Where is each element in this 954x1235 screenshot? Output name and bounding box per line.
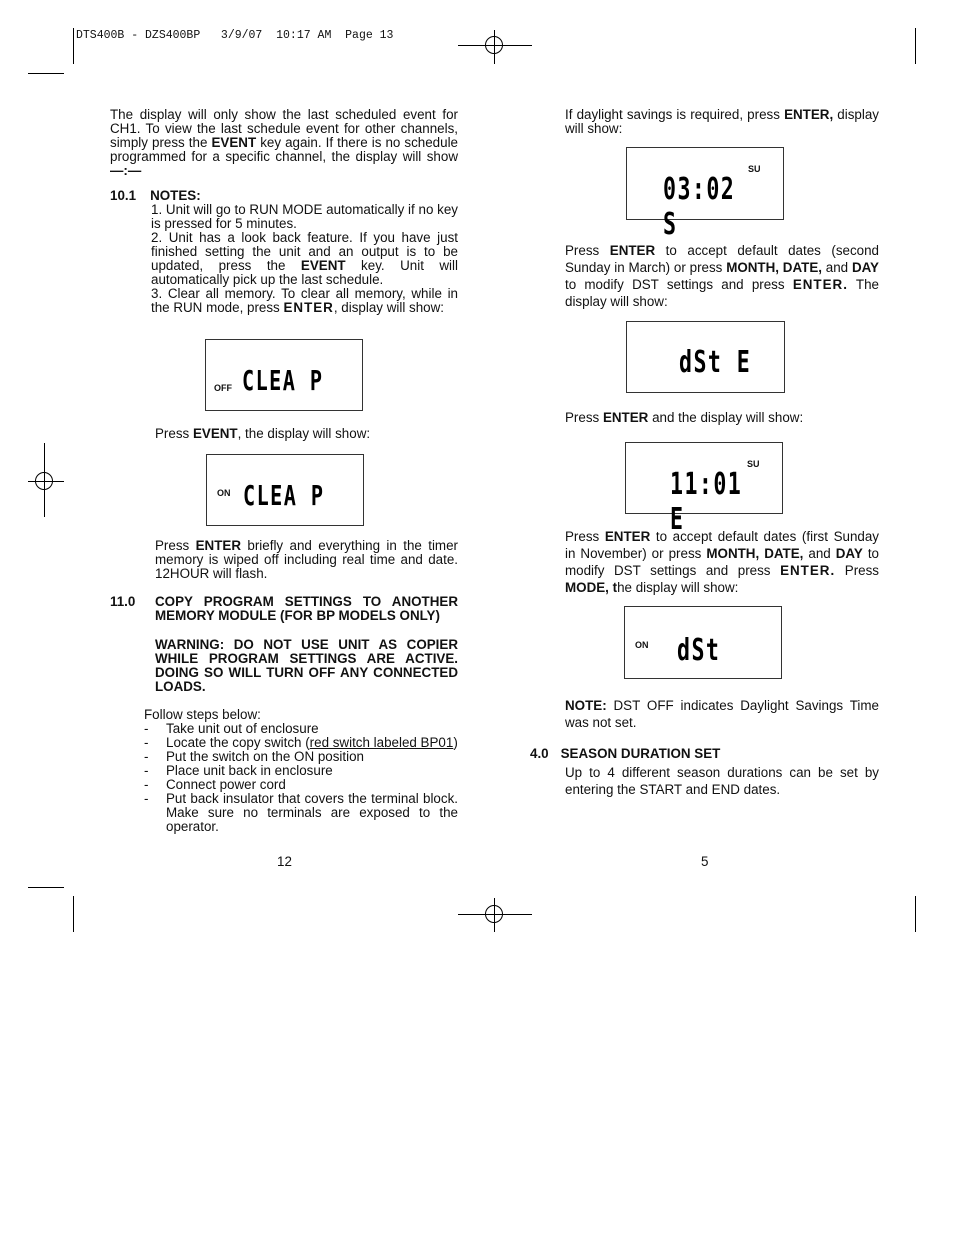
lcd-indicator-off: OFF — [214, 383, 232, 393]
crop-mark — [73, 896, 74, 932]
list-item: - Place unit back in enclosure — [144, 763, 333, 778]
note-1: 1. Unit will go to RUN MODE automatically if no key is pressed for 5 minutes. — [151, 202, 458, 231]
list-item: - Take unit out of enclosure — [144, 721, 319, 736]
crop-mark — [28, 887, 64, 888]
dst-intro: If daylight savings is required, press ENTER, display will show: — [565, 107, 879, 136]
season-text: Up to 4 different season durations can be set by entering the START and END dates. — [565, 765, 879, 797]
lcd-digits: CLEA P — [243, 479, 325, 512]
season-heading: 4.0 SEASON DURATION SET — [530, 746, 721, 761]
dst-accept-text: Press ENTER to accept default dates (second Sunday in March) or press MONTH, DATE, and DAY to modify DST settings and press ENTER. The display will show: — [565, 243, 880, 309]
lcd-digits: dSt — [677, 633, 721, 668]
registration-circle — [485, 36, 503, 54]
lcd-display-clear-off — [205, 339, 363, 411]
crop-mark — [73, 28, 74, 64]
lcd-digits: dSt E — [679, 345, 752, 380]
page-number-left: 12 — [277, 854, 292, 869]
crop-mark — [915, 28, 916, 64]
lcd-indicator-on: ON — [217, 488, 231, 498]
list-item: - Locate the copy switch (red switch labeled BP01) — [144, 735, 458, 750]
note-3: 3. Clear all memory. To clear all memory, while in the RUN mode, press ENTER, display will show: — [151, 286, 458, 315]
lcd-digits: 11:01 E — [670, 467, 743, 537]
press-enter-text: Press ENTER briefly and everything in the timer memory is wiped off including real time and date. 12HOUR will flash. — [155, 538, 458, 581]
press-enter-right: Press ENTER and the display will show: — [565, 410, 804, 425]
registration-circle — [485, 905, 503, 923]
registration-circle — [35, 472, 53, 490]
list-item: - Put the switch on the ON position — [144, 749, 364, 764]
dst-note: NOTE: DST OFF indicates Daylight Savings Time was not set. — [565, 698, 879, 730]
print-slug: DTS400B - DZS400BP 3/9/07 10:17 AM Page 13 — [76, 29, 394, 42]
copy-heading: 11.0 COPY PROGRAM SETTINGS TO ANOTHER MEMORY MODULE (FOR BP MODELS ONLY) — [110, 594, 458, 623]
lcd-indicator-on: ON — [635, 640, 649, 650]
crop-mark — [28, 73, 64, 74]
steps-list — [144, 722, 458, 834]
lcd-display-dst-start — [626, 147, 784, 242]
follow-steps: Follow steps below: — [144, 707, 261, 722]
intro-paragraph: The display will only show the last scheduled event for CH1. To view the last schedule event for other channels, simply press the EVENT key again. If there is no schedule programmed for a specific channel, the display will show —:— — [110, 107, 458, 178]
list-item: - Put back insulator that covers the terminal block. Make sure no terminals are exposed to the operator. — [144, 791, 458, 834]
press-event-text: Press EVENT, the display will show: — [155, 426, 371, 441]
list-item: - Connect power cord — [144, 777, 286, 792]
lcd-display-dst-e — [626, 321, 785, 393]
dst-end-text: Press ENTER to accept default dates (first Sunday in November) or press MONTH, DATE, and DAY to modify DST settings and press ENTER. Press MODE, the display will show: — [565, 529, 879, 595]
lcd-indicator-su: SU — [748, 164, 761, 174]
lcd-display-dst-end — [625, 442, 783, 537]
notes-heading: 10.1 NOTES: — [110, 188, 201, 203]
lcd-display-dst-on — [624, 606, 782, 679]
crop-mark — [915, 896, 916, 932]
lcd-digits: CLEA P — [242, 364, 324, 397]
lcd-display-clear-on — [206, 454, 364, 526]
warning-text: WARNING: DO NOT USE UNIT AS COPIER WHILE PROGRAM SETTINGS ARE ACTIVE. DOING SO WILL TURN OFF ANY CONNECTED LOADS. — [155, 637, 458, 694]
page-number-right: 5 — [701, 854, 709, 869]
lcd-digits: 03:02 S — [663, 172, 736, 242]
note-2: 2. Unit has a look back feature. If you have just finished setting the unit and an output is to be updated, press the EVENT key. Unit will automatically pick up the last schedule. — [151, 230, 458, 287]
lcd-indicator-su: SU — [747, 459, 760, 469]
